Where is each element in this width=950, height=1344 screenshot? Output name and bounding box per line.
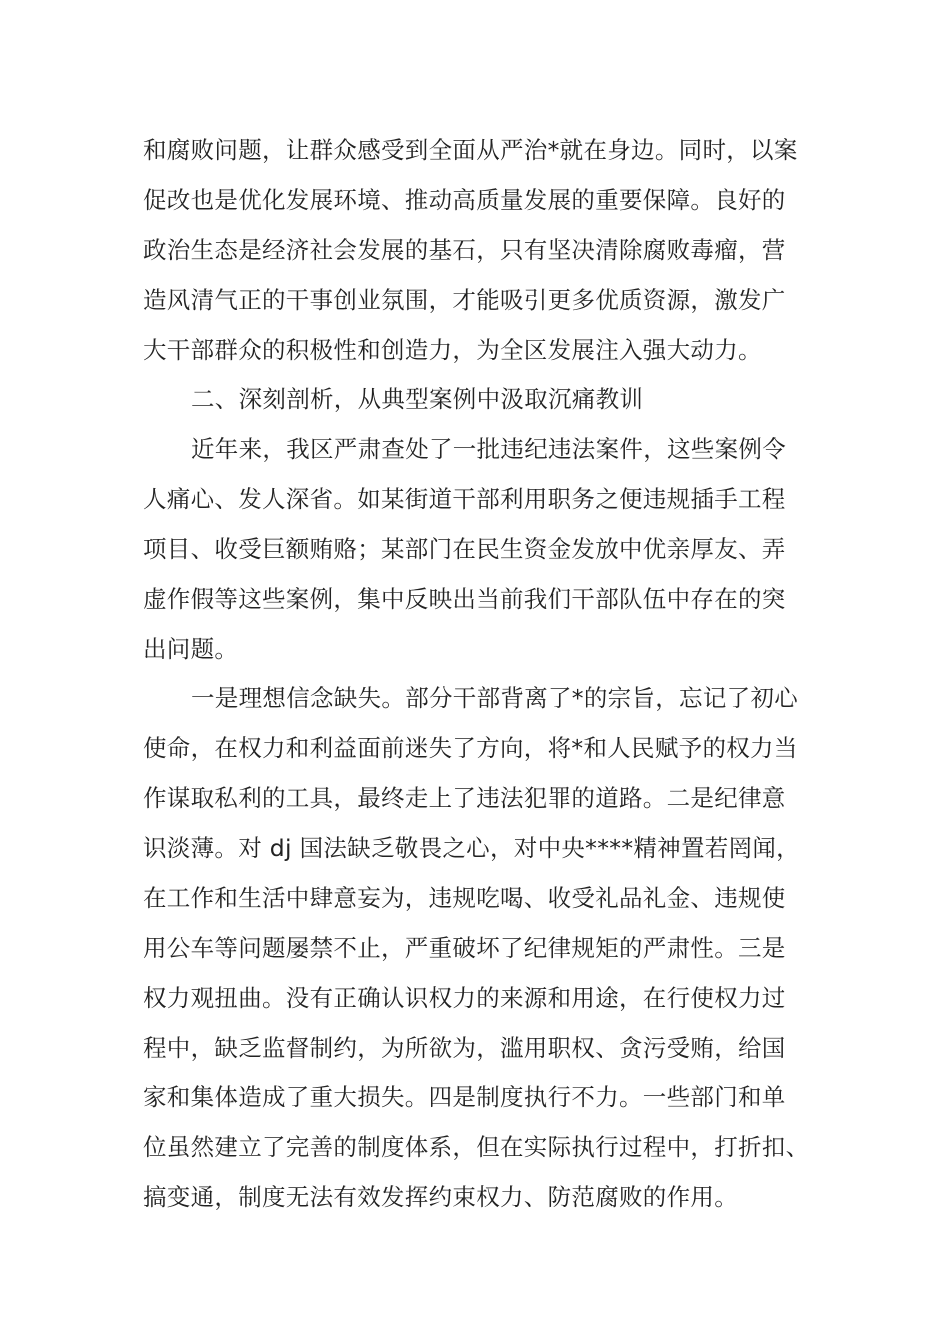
text-line: 程中，缺乏监督制约，为所欲为，滥用职权、贪污受贿，给国 [143,1034,786,1062]
text-line: 用公车等问题屡禁不止，严重破坏了纪律规矩的严肃性。三是 [143,934,786,962]
text-line: 政治生态是经济社会发展的基石，只有坚决清除腐败毒瘤，营 [143,236,786,264]
text-line: 一是理想信念缺失。部分干部背离了*的宗旨，忘记了初心 [191,684,799,712]
text-line: 虚作假等这些案例，集中反映出当前我们干部队伍中存在的突 [143,585,786,613]
section-heading: 二、深刻剖析，从典型案例中汲取沉痛教训 [191,385,644,413]
text-line: 人痛心、发人深省。如某街道干部利用职务之便违规插手工程 [143,485,786,513]
text-line: 使命，在权力和利益面前迷失了方向，将*和人民赋予的权力当 [143,734,798,762]
text-line: 大干部群众的积极性和创造力，为全区发展注入强大动力。 [143,336,762,364]
text-line: 出问题。 [143,635,239,663]
text-line: 搞变通，制度无法有效发挥约束权力、防范腐败的作用。 [143,1183,738,1211]
text-line: 在工作和生活中肆意妄为，违规吃喝、收受礼品礼金、违规使 [143,884,786,912]
text-line: 家和集体造成了重大损失。四是制度执行不力。一些部门和单 [143,1083,786,1111]
text-line: 权力观扭曲。没有正确认识权力的来源和用途，在行使权力过 [143,984,786,1012]
text-line: 项目、收受巨额贿赂；某部门在民生资金发放中优亲厚友、弄 [143,535,786,563]
text-line: 和腐败问题，让群众感受到全面从严治*就在身边。同时，以案 [143,136,798,164]
text-line: 促改也是优化发展环境、推动高质量发展的重要保障。良好的 [143,186,786,214]
text-line: 作谋取私利的工具，最终走上了违法犯罪的道路。二是纪律意 [143,784,786,812]
text-line: 位虽然建立了完善的制度体系，但在实际执行过程中，打折扣、 [143,1133,810,1161]
text-line: 近年来，我区严肃查处了一批违纪违法案件，这些案例令 [191,435,786,463]
text-line: 识淡薄。对 dj 国法缺乏敬畏之心，对中央****精神置若罔闻， [143,834,800,862]
text-line: 造风清气正的干事创业氛围，才能吸引更多优质资源，激发广 [143,286,786,314]
